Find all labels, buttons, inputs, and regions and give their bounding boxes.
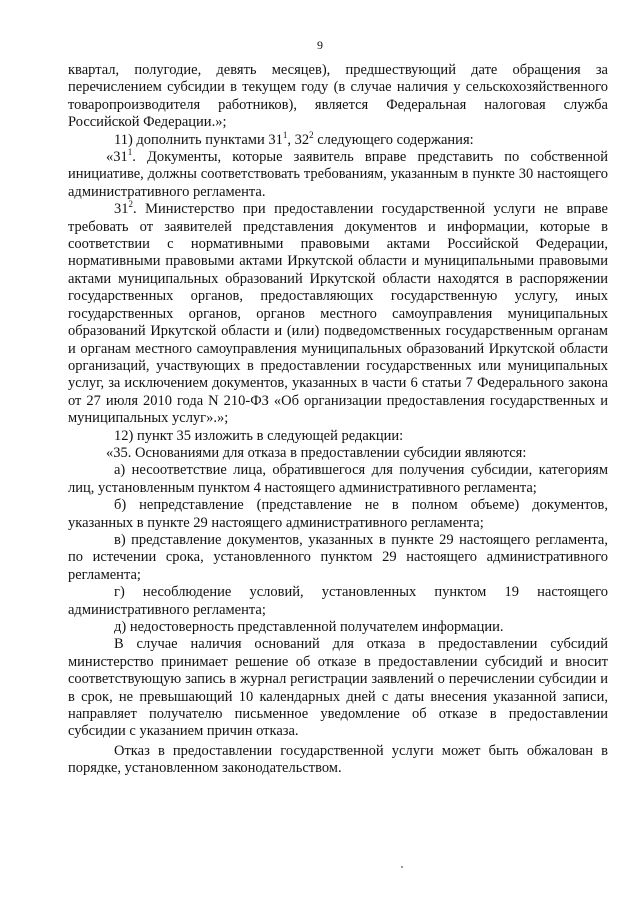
item-11-text-a: 11) дополнить пунктами 31	[114, 131, 283, 148]
paragraph-reason-a: а) несоответствие лица, обратившегося для получения субсидии, категориям лиц, установленным пунктом 4 настоящего административного регламента;	[68, 462, 608, 496]
paragraph-appeal: Отказ в предоставлении государственной услуги может быть обжалован в порядке, установленном законодательством.	[68, 742, 608, 777]
paragraph-reason-g: г) несоблюдение условий, установленных пунктом 19 настоящего административного регламента;	[68, 584, 608, 618]
item-11-superscript-1: 1	[282, 129, 288, 140]
paragraph-item-12: 12) пункт 35 изложить в следующей редакции:	[114, 427, 404, 444]
scan-speck	[401, 866, 403, 868]
item-11-text-c: следующего содержания:	[313, 131, 474, 148]
item-11-superscript-2: 2	[309, 129, 314, 140]
point-31-1-superscript: 1	[127, 147, 133, 158]
paragraph-reason-d: д) недостоверность представленной получателем информации.	[114, 619, 504, 635]
paragraph-point-31-1	[68, 149, 608, 201]
point-31-2-text-b: . Министерство при предоставлении государственной услуги не вправе требовать от заявителей представления документов и информации, которые в соответствии с нормативными правовыми актами Российской Федерации, нормативными правовыми актами Иркутской области и муниципальными правовыми актами муниципальных образований Иркутской области находятся в распоряжении государственных органов, предоставляющих государственную услугу, иных государственных органов, органов местного самоуправления муниципальных образований Иркутской области и (или) подведомственных государственным органам и органам местного самоуправления муниципальных образований Иркутской области организаций, участвующих в предоставлении государственных или муниципальных услуг, за исключением документов, указанных в части 6 статьи 7 Федерального закона от 27 июля 2010 года N 210-ФЗ «Об организации предоставления государственных и муниципальных услуг».»;	[68, 201, 608, 427]
paragraph-point-31-2	[68, 201, 608, 427]
page-number: 9	[317, 38, 323, 52]
paragraph-reason-b: б) непредставление (представление не в полном объеме) документов, указанных в пункте 29 настоящего административного регламента;	[68, 497, 608, 531]
paragraph-reason-v: в) представление документов, указанных в пункте 29 настоящего регламента, по истечении срока, установленного пунктом 29 настоящего административного регламента;	[68, 531, 608, 583]
paragraph-refusal-decision: В случае наличия оснований для отказа в предоставлении субсидий министерство принимает решение об отказе в предоставлении субсидий и вносит соответствующую запись в журнал регистрации заявлений о перечислении субсидии и в срок, не превышающий 10 календарных дней с даты внесения указанной записи, направляет получателю письменное уведомление об отказе в предоставлении субсидии с указанием причин отказа.	[68, 636, 608, 740]
paragraph-point-35: «35. Основаниями для отказа в предоставлении субсидии являются:	[106, 444, 527, 461]
paragraph-tax-authority: квартал, полугодие, девять месяцев), предшествующий дате обращения за перечислением субсидии в текущем году (в случае наличия у сельскохозяйственного товаропроизводителя работников), является Федеральная налоговая служба Российской Федерации.»;	[68, 62, 608, 131]
document-body	[68, 62, 608, 778]
point-31-1-text-a: «31	[106, 149, 128, 166]
paragraph-item-11	[68, 129, 608, 149]
item-11-text-b: , 32	[287, 131, 310, 148]
point-31-2-text-a: 31	[114, 201, 129, 218]
point-31-1-text-b: . Документы, которые заявитель вправе представить по собственной инициативе, должны соответствовать требованиям, указанным в пункте 30 настоящего административного регламента.	[68, 149, 608, 200]
point-31-2-superscript: 2	[128, 199, 133, 210]
